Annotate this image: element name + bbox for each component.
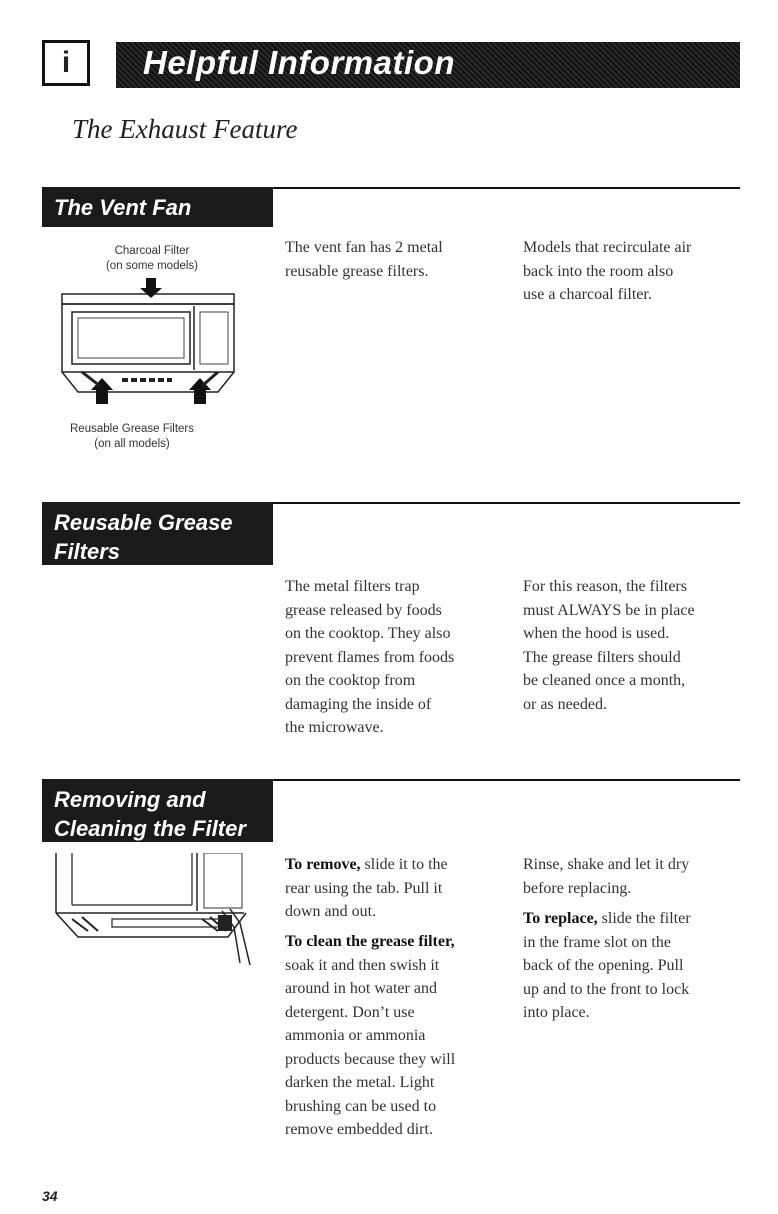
- microwave-diagram: [42, 276, 262, 426]
- clean-instructions: [285, 930, 520, 1142]
- rinse-instructions: Rinse, shake and let it dry before replacing.: [523, 856, 690, 897]
- page-subtitle: The Exhaust Feature: [72, 114, 298, 144]
- remove-lead: To remove,: [285, 856, 361, 873]
- replace-lead: To replace,: [523, 910, 598, 927]
- info-icon: i: [42, 40, 90, 86]
- clean-lead: To clean the grease filter,: [285, 933, 455, 950]
- vent-fan-text-1: The vent fan has 2 metal reusable grease filters.: [285, 239, 443, 280]
- grease-filters-label: Reusable Grease Filters (on all models): [70, 423, 194, 450]
- section-rule: [273, 779, 740, 781]
- clean-text: soak it and then swish it around in hot water and detergent. Don’t use ammonia or ammonia products because they will darken the metal. Light brushing can be used to remove embedded dirt.: [285, 956, 456, 1138]
- grease-filters-text-1: The metal filters trap grease released by foods on the cooktop. They also prevent flames from foods on the cooktop from damaging the inside of the microwave.: [285, 578, 455, 736]
- vent-fan-text-2: Models that recirculate air back into the room also use a charcoal filter.: [523, 239, 692, 303]
- section-title-vent-fan: The Vent Fan: [42, 187, 273, 227]
- remove-instructions: [285, 853, 515, 924]
- charcoal-filter-label: Charcoal Filter (on some models): [105, 245, 199, 272]
- grease-filters-text-2: For this reason, the filters must ALWAYS be in place when the hood is used. The grease filters should be cleaned once a month, or as needed.: [523, 578, 695, 713]
- filter-removal-diagram: [42, 853, 264, 993]
- section-title-removing: Removing and Cleaning the Filter: [42, 779, 273, 842]
- remove-text: slide it to the rear using the tab. Pull it down and out.: [285, 856, 448, 920]
- replace-instructions: [523, 907, 748, 1025]
- banner-title: Helpful Information: [143, 44, 455, 81]
- section-rule: [273, 187, 740, 189]
- replace-text: slide the filter in the frame slot on the back of the opening. Pull up and to the front to lock into place.: [523, 910, 691, 1021]
- section-rule: [273, 502, 740, 504]
- vent-fan-figure: [42, 236, 262, 461]
- section-title-grease-filters: Reusable Grease Filters: [42, 502, 273, 565]
- page-number: 34: [42, 1188, 58, 1204]
